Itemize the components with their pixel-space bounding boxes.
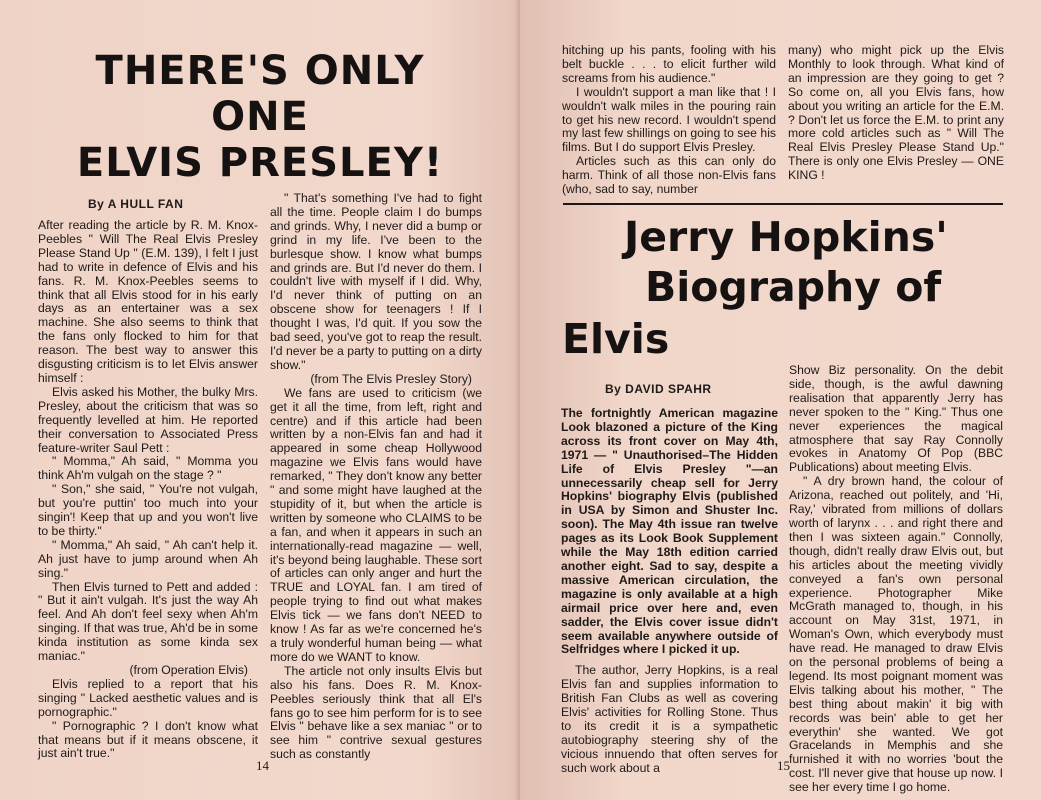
page-number-right: 15 (777, 758, 790, 773)
right-column-2 (789, 364, 1003, 795)
left-byline: By A HULL FAN (88, 197, 184, 211)
paragraph: The article not only insults Elvis but also his fans. Does R. M. Knox-Peebles seriously think that all El's fans go to see him perform for is to see Elvis " behave like a sex maniac " or to see him " contrive sexual gestures such as constantly (270, 663, 482, 762)
source-note: (from The Elvis Presley Story) (310, 371, 472, 386)
paragraph: hitching up his pants, fooling with his belt buckle . . . to elicit further wild screams from his audience." (562, 43, 776, 85)
paragraph: We fans are used to criticism (we get it all the time, from left, right and centre) and if this article had been written by a non-Elvis fan and had it appeared in some cheap Hollywood magazine we Elvis fans would have remarked, " They don't know any better " and some might have laughed at the stupidity of it, but when the article is written by someone who CLAIMS to be a fan, and when it appears in such an internationally-read magazine — well, it's beyond being laughable. These sort of articles can only anger and hurt the TRUE and LOYAL fan. I am tired of people trying to find out what makes Elvis tick — we fans don't NEED to know ! As far as we're concerned he's a truly wonderful human being — what more do we WANT to know. (270, 385, 482, 664)
page-number-left: 14 (256, 758, 269, 773)
paragraph: " Pornographic ? I don't know what that means but if it means obscene, it just ain't true." (38, 718, 258, 761)
paragraph: " A dry brown hand, the colour of Arizona, reached out politely, and 'Hi, Ray,' vibrated from millions of dollars worth of larynx . . . and right there and then I was sixteen again." Connolly, though, didn't really draw Elvis out, but his articles about the meeting vividly conveyed a fan's own personal experience. Photographer Mike McGrath managed to, though, in his account on May 31st, 1971, in Woman's Own, which everybody must have read. He managed to draw Elvis on the personal problems of being a legend. Its most poignant moment was Elvis talking about his mother, " The best thing about makin' it big with records was bein' able to get her everythin' she wanted. We got Gracelands in Memphis and she furnished it with no worries 'bout the cost. I'll never give that house up now. I see her every time I go home. (789, 474, 1003, 795)
paragraph: many) who might pick up the Elvis Monthly to look through. What kind of an impression are they going to get ? So come on, all you Elvis fans, how about you writing an article for the E.M. ? Don't let us force the E.M. to print any more cold articles such as " Will The Real Elvis Presley Please Stand Up." There is only one Elvis Presley — ONE KING ! (788, 43, 1004, 183)
left-column-1 (38, 219, 258, 761)
right-top-column-1 (562, 44, 776, 197)
paragraph: After reading the article by R. M. Knox-Peebles " Will The Real Elvis Presley Please Stand Up " (E.M. 139), I felt I just had to write in defence of Elvis and his fans. R. M. Knox-Peebles seems to think that all Elvis stood for in his early days as an entertainer was a sex machine. She also seems to think that the fans only flocked to him for that reason. The best way to answer this disgusting criticism is to let Elvis answer himself : (38, 218, 258, 385)
paragraph: I wouldn't support a man like that ! I wouldn't walk miles in the pouring rain to get his new record. I wouldn't spend my last few shillings on going to see his films. But I do support Elvis Presley. (562, 84, 776, 155)
left-column-2 (270, 192, 482, 762)
left-page (0, 0, 520, 800)
right-title-line-2: Biography of (645, 263, 942, 311)
paragraph: " Son," she said, " You're not vulgah, but you're puttin' too much into your singin'! Keep that up and you won't live to be thirty." (38, 482, 258, 538)
source-note: (from Operation Elvis) (129, 663, 248, 677)
section-divider (563, 203, 1003, 205)
right-title-line-3: Elvis (562, 315, 670, 363)
paragraph: " Momma," Ah said, " Momma you think Ah'm vulgah on the stage ? " (38, 454, 258, 483)
left-article-title (40, 48, 480, 186)
right-byline: By DAVID SPAHR (605, 382, 712, 396)
right-top-column-2 (788, 44, 1004, 183)
paragraph: Articles such as this can only do harm. Think of all those non-Elvis fans (who, sad to say, number (562, 154, 776, 197)
paragraph: Then Elvis turned to Pett and added : " But it ain't vulgah. It's just the way Ah feel. And Ah don't feel sexy when Ah'm singing. If that was true, Ah'd be in some kinda institution as some kinda sex maniac." (38, 579, 258, 664)
lead-paragraph: The fortnightly American magazine Look blazoned a picture of the King across its front cover on May 4th, 1971 — " Unauthorised–The Hidden Life of Elvis Presley "—an unnecessarily cheap sell for Jerry Hopkins' biography Elvis (published in USA by Simon and Shuster Inc. soon). The May 4th issue ran twelve pages as its Look Book Supplement while the May 18th edition carried another eight. Sad to say, despite a massive American circulation, the magazine is only available at a high airmail price over here and, even sadder, the Elvis cover issue didn't seem available anywhere outside of Selfridges where I picked it up. (561, 406, 778, 657)
paragraph: Elvis asked his Mother, the bulky Mrs. Presley, about the criticism that was so frequently levelled at him. He reported their conversation to Associated Press feature-writer Saul Pett : (38, 384, 258, 455)
title-line: ELVIS PRESLEY! (76, 140, 444, 186)
paragraph: The author, Jerry Hopkins, is a real Elvis fan and supplies information to British Fan Clubs as well as covering Elvis' activities for Rolling Stone. Thus to its credit it is a sympathetic autobiography steering shy of the vicious innuendo that often serves for such work about a (561, 663, 778, 775)
paragraph: Show Biz personality. On the debit side, though, is the awful dawning realisation that apparently Jerry has never spoken to the " King." Thus one never experiences the magical atmosphere that say Ray Connolly evokes in Anatomy Of Pop (BBC Publications) about meeting Elvis. (789, 363, 1003, 475)
title-line: ONE (211, 94, 309, 140)
paragraph: " Momma," Ah said, " Ah can't help it. Ah just have to jump around when Ah sing." (38, 537, 258, 580)
paragraph: " That's something I've had to fight all the time. People claim I do bumps and grinds. Why, I never did a bump or grind in my life. I've been to the burlesque show. I know what bumps and grinds are. But I'd never do them. I couldn't live with myself if I did. Why, I'd never think of putting on an obscene show for teenagers ! If I thought I was, I'd quit. If you sow the bad seed, you've got to reap the result. I'd never be a party to putting on a dirty show." (270, 191, 482, 372)
right-column-1 (561, 407, 778, 776)
right-title-line-1: Jerry Hopkins' (624, 213, 948, 261)
title-line: THERE'S ONLY (95, 48, 425, 94)
paragraph: Elvis replied to a report that his singing " Lacked aesthetic values and is pornographic." (38, 676, 258, 719)
